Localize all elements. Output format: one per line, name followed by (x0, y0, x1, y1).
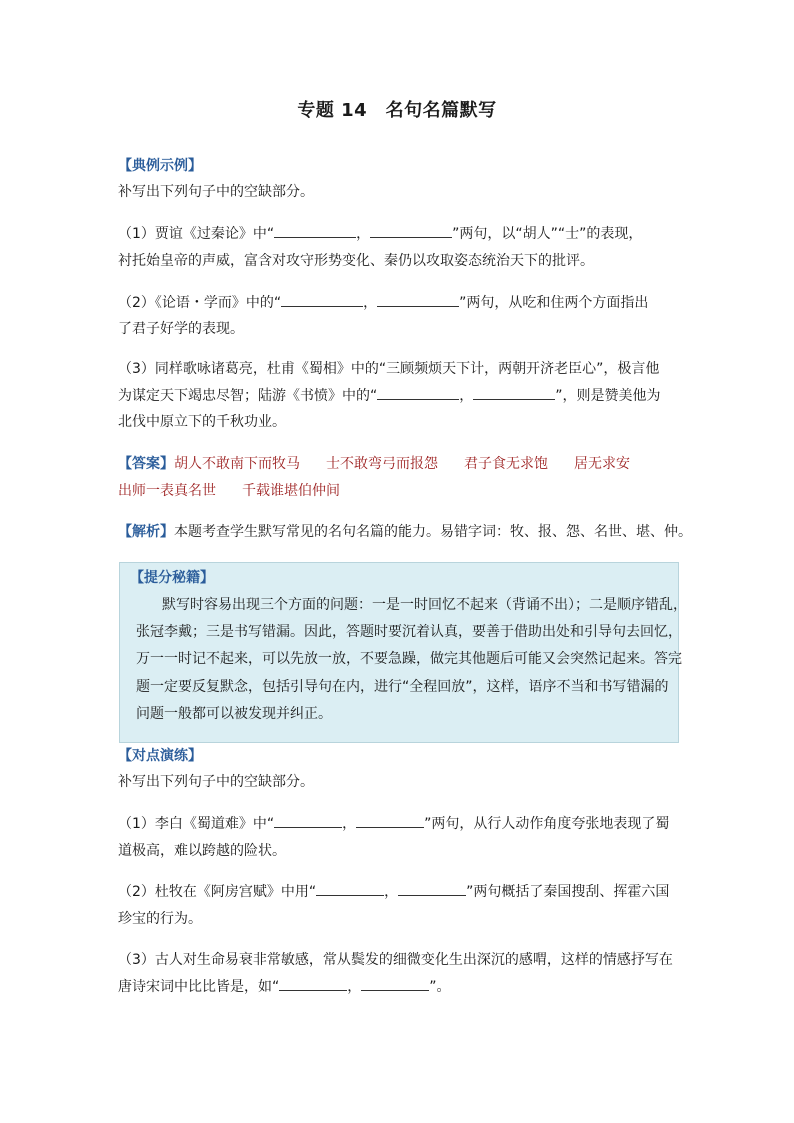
question-text: ”两句，以“胡人”“士”的表现， (452, 226, 643, 242)
question-text: （1）李白《蜀道难》中“ (118, 816, 275, 832)
question-text: ， (342, 816, 357, 832)
practice-question-1 (118, 813, 669, 835)
practice-question-1-line2: 道极高，难以跨越的险状。 (118, 843, 286, 859)
example-question-3-line1: （3）同样歌咏诸葛亮，杜甫《蜀相》中的“三顾频烦天下计，两朝开济老臣心”，极言他 (118, 361, 660, 377)
answer-blank[interactable] (473, 385, 555, 400)
question-text: ， (347, 979, 362, 995)
tip-header: 【提分秘籍】 (130, 570, 214, 586)
example-instruction: 补写出下列句子中的空缺部分。 (118, 184, 314, 200)
practice-question-3-line1: （3）古人对生命易衰非常敏感，常从鬓发的细微变化生出深沉的感喟，这样的情感抒写在 (118, 952, 673, 968)
page-title: 专题 14 名句名篇默写 (297, 100, 497, 121)
tip-text-line: 万一一时记不起来，可以先放一放，不要急躁，做完其他题后可能又会突然记起来。答完 (136, 651, 682, 667)
tip-text-line: 问题一般都可以被发现并纠正。 (136, 706, 332, 722)
example-question-1-line2: 衬托始皇帝的声威，富含对攻守形势变化、秦仍以攻取姿态统治天下的批评。 (118, 253, 594, 269)
answer-item: 胡人不敢南下而牧马 (174, 456, 300, 472)
example-header: 【典例示例】 (118, 158, 202, 174)
question-text: ”两句，从吃和住两个方面指出 (459, 295, 649, 311)
answer-blank[interactable] (370, 223, 452, 238)
question-text: ， (384, 884, 399, 900)
analysis-label: 【解析】 (118, 524, 174, 540)
analysis-line (118, 521, 692, 543)
practice-header: 【对点演练】 (118, 748, 202, 764)
answer-blank[interactable] (398, 881, 466, 896)
tip-text-line: 默写时容易出现三个方面的问题：一是一时回忆不起来（背诵不出）；二是顺序错乱， (162, 597, 687, 613)
tip-box (119, 562, 687, 743)
answer-item: 千载谁堪伯仲间 (242, 483, 340, 499)
tip-text-line: 张冠李戴；三是书写错漏。因此，答题时要沉着认真，要善于借助出处和引导句去回忆， (136, 624, 682, 640)
practice-instruction: 补写出下列句子中的空缺部分。 (118, 774, 314, 790)
question-text: （2）《论语・学而》中的“ (118, 295, 282, 311)
example-question-2-line2: 了君子好学的表现。 (118, 321, 244, 337)
answer-label: 【答案】 (118, 456, 174, 472)
example-question-1 (118, 223, 642, 245)
question-text: 为谋定天下竭忠尽智；陆游《书愤》中的“ (118, 388, 378, 404)
question-text: （2）杜牧在《阿房宫赋》中用“ (118, 884, 317, 900)
answer-blank[interactable] (377, 385, 459, 400)
answer-blank[interactable] (281, 292, 363, 307)
answer-item: 士不敢弯弓而报怨 (326, 456, 438, 472)
question-text: 唐诗宋词中比比皆是，如“ (118, 979, 280, 995)
answer-blank[interactable] (316, 881, 384, 896)
question-text: ”两句概括了秦国搜刮、挥霍六国 (466, 884, 670, 900)
answer-blank[interactable] (279, 976, 347, 991)
answer-blank[interactable] (356, 813, 424, 828)
question-text: ， (459, 388, 474, 404)
example-question-3-line3: 北伐中原立下的千秋功业。 (118, 414, 286, 430)
answer-blank[interactable] (274, 813, 342, 828)
example-question-3-line2 (118, 385, 661, 407)
answer-blank[interactable] (274, 223, 356, 238)
tip-text-line: 题一定要反复默念，包括引导句在内，进行“全程回放”，这样，语序不当和书写错漏的 (136, 679, 669, 695)
practice-question-2 (118, 881, 669, 903)
question-text: ”。 (429, 979, 451, 995)
analysis-text: 本题考查学生默写常见的名句名篇的能力。易错字词：牧、报、怨、名世、堪、仲。 (174, 524, 692, 540)
answer-item: 居无求安 (574, 456, 630, 472)
question-text: ， (356, 226, 371, 242)
answer-line-2 (118, 480, 340, 502)
example-question-2 (118, 292, 648, 314)
question-text: （1）贾谊《过秦论》中“ (118, 226, 275, 242)
answer-item: 君子食无求饱 (464, 456, 548, 472)
answer-item: 出师一表真名世 (118, 483, 216, 499)
answer-line-1 (118, 453, 630, 475)
answer-blank[interactable] (361, 976, 429, 991)
practice-question-3-line2 (118, 976, 451, 998)
question-text: ， (363, 295, 378, 311)
question-text: ”两句，从行人动作角度夸张地表现了蜀 (424, 816, 670, 832)
answer-blank[interactable] (377, 292, 459, 307)
question-text: ”，则是赞美他为 (555, 388, 661, 404)
practice-question-2-line2: 珍宝的行为。 (118, 911, 202, 927)
